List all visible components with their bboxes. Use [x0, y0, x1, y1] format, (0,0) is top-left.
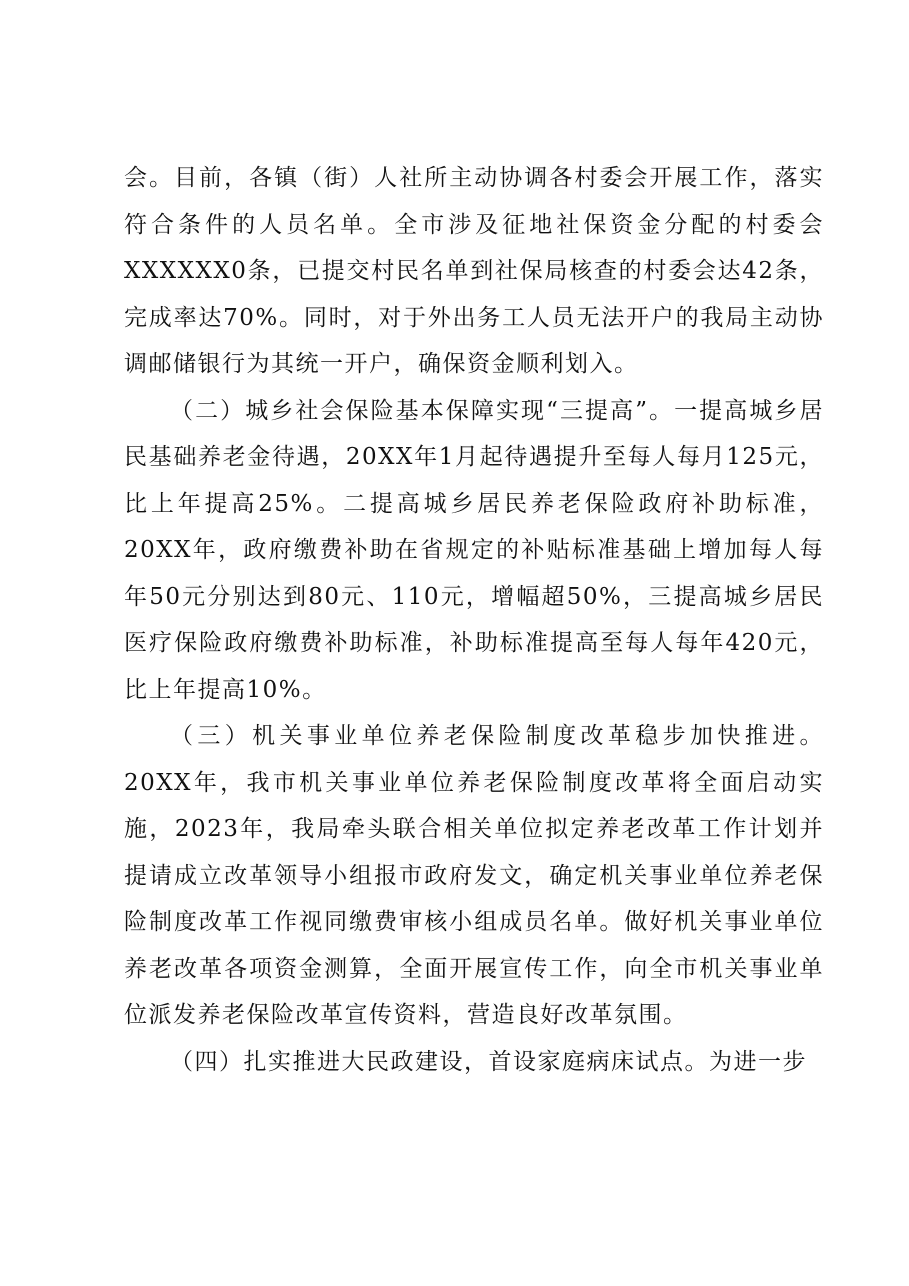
paragraph-continuation: 会。目前，各镇（街）人社所主动协调各村委会开展工作，落实符合条件的人员名单。全市涉及征地社保资金分配的村委会XXXXXX0条，已提交村民名单到社保局核查的村委会达42条，完成率达70%。同时，对于外出务工人员无法开户的我局主动协调邮储银行为其统一开户，确保资金顺利划入。 — [124, 165, 824, 377]
paragraph-social-insurance: （二）城乡社会保险基本保障实现“三提高”。一提高城乡居民基础养老金待遇，20XX年1月起待遇提升至每人每月125元，比上年提高25%。二提高城乡居民养老保险政府补助标准，20XX年，政府缴费补助在省规定的补贴标准基础上增加每人每年50元分别达到80元、110元，增幅超50%，三提高城乡居民医疗保险政府缴费补助标准，补助标准提高至每人每年420元，比上年提高10%。 — [124, 397, 824, 703]
body-text — [124, 155, 824, 1085]
paragraph-pension-reform: （三）机关事业单位养老保险制度改革稳步加快推进。20XX年，我市机关事业单位养老保险制度改革将全面启动实施，2023年，我局牵头联合相关单位拟定养老改革工作计划并提请成立改革领导小组报市政府发文，确定机关事业单位养老保险制度改革工作视同缴费审核小组成员名单。做好机关事业单位养老改革各项资金测算，全面开展宣传工作，向全市机关事业单位派发养老保险改革宣传资料，营造良好改革氛围。 — [124, 723, 824, 1028]
paragraph-civil-affairs: （四）扎实推进大民政建设，首设家庭病床试点。为进一步 — [170, 1048, 807, 1075]
